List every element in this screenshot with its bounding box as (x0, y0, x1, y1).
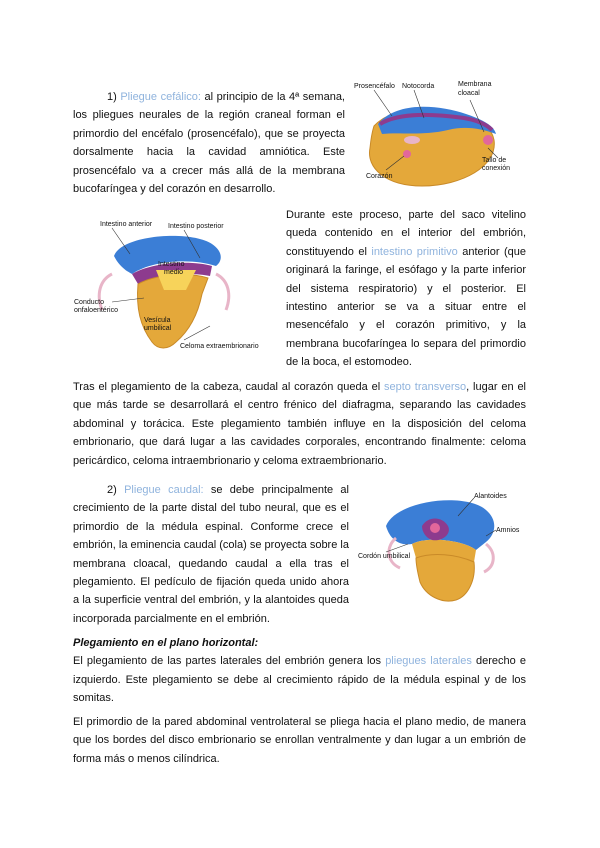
paragraph-text-after: anterior (que originará la faringe, el esófago y la parte inferior del sistema respiratorio) y el posterior. El intestino anterior se va a situar entre el mesencéfalo y el corazón primitivo, y la membrana bucofaríngea lo separa del primordio de la boca, el estomodeo. (286, 245, 526, 369)
section-text: se debe principalmente al crecimiento de la parte distal del tubo neural, que es el primordio de la médula espinal. Conforme crece el embrión, la eminencia caudal (cola) se proyecta sobre la membrana cloacal, quedando caudal a ella tras el plegamiento. El pedículo de fijación queda unido ahora a la superficie ventral del embrión, y la alantoides queda incorporada parcialmente en el embrión. (73, 484, 349, 625)
label-midgut-line1: Intestino (158, 261, 185, 268)
section-heading: Plegamiento en el plano horizontal: (73, 637, 259, 649)
label-hindgut: Intestino posterior (168, 223, 224, 230)
section-number: 1) (107, 91, 117, 103)
paragraph-text-before: El plegamiento de las partes laterales del embrión genera los (73, 655, 386, 668)
term-septum-transversum: septo transverso (384, 381, 467, 393)
label-notochord: Notocorda (402, 83, 435, 90)
paragraph-text-before: Durante este proceso, parte del saco vitelino queda contenido en el interior del embrión, constituyendo el (286, 209, 526, 258)
label-connection: conexión (482, 165, 511, 172)
label-umbilical-cord: Cordón umbilical (358, 553, 411, 560)
paragraph-abdominal-wall (73, 713, 526, 768)
section-cephalic-fold (73, 88, 345, 198)
leader-prosencephalon (374, 90, 392, 116)
section-number: 2) (107, 484, 117, 496)
paragraph-text-after: derecho e izquierdo. Este plegamiento se debe al crecimiento rápido de la médula espinal y de los somitas. (73, 655, 527, 705)
figure-primitive-gut (72, 214, 282, 364)
label-cloacal: cloacal (458, 90, 480, 97)
label-midgut-line2: medio (164, 269, 184, 276)
term-lateral-folds: pliegues laterales (385, 655, 472, 668)
label-stalk: Tallo de (482, 157, 507, 164)
term-primitive-gut: intestino primitivo (371, 245, 458, 258)
label-yolk-sac-line1: Vesícula (144, 317, 171, 324)
paragraph-text-after: , lugar en el que más tarde se desarrollará el centro frénico del diafragma, separando las cavidades abdominal y torácica. Este plegamiento también influye en la disposición del celoma embrionario, que dará lugar a las cavidades corporales, encontrando finalmente: celoma pericárdico, celoma intraembrionario y celoma extraembrionario. (73, 381, 527, 467)
paragraph-text-before: Tras el plegamiento de la cabeza, caudal al corazón queda el (73, 381, 385, 393)
section-horizontal-folding (73, 634, 526, 708)
label-yolk-sac-line2: umbilical (144, 325, 172, 332)
label-heart: Corazón (366, 173, 393, 180)
section-text: al principio de la 4ª semana, los pliegues neurales de la región craneal forman el primordio del encéfalo (prosencéfalo), que se proyecta dorsalmente hacia la cavidad amniótica. Este prosencéfalo va a crecer más allá de la membrana bucofaríngea y del corazón en desarrollo. (73, 91, 345, 196)
label-extraembryonic-coelom: Celoma extraembrionario (180, 343, 259, 350)
paragraph-text: El primordio de la pared abdominal ventrolateral se pliega hacia el plano medio, de manera que los bordes del disco embrionario se enrollan ventralmente y dan lugar a un embrión de forma más o menos cilíndrica. (73, 716, 526, 765)
label-allantois: Alantoides (474, 493, 507, 500)
label-foregut: Intestino anterior (100, 221, 153, 228)
label-membrane: Membrana (458, 81, 492, 88)
label-amnion: Amnios (496, 527, 520, 534)
term-caudal-fold: Pliegue caudal: (124, 484, 204, 496)
figure-cephalic-fold (352, 78, 520, 196)
figure-caudal-fold (356, 486, 528, 608)
term-cephalic-fold: Pliegue cefálico: (120, 91, 201, 103)
label-duct-line1: Conducto (74, 299, 104, 306)
paragraph-primitive-gut (286, 206, 526, 372)
section-caudal-fold (73, 481, 349, 628)
paragraph-septum-transversum (73, 378, 526, 470)
label-duct-line2: onfaloentérico (74, 307, 118, 314)
label-prosencephalon: Prosencéfalo (354, 83, 395, 90)
